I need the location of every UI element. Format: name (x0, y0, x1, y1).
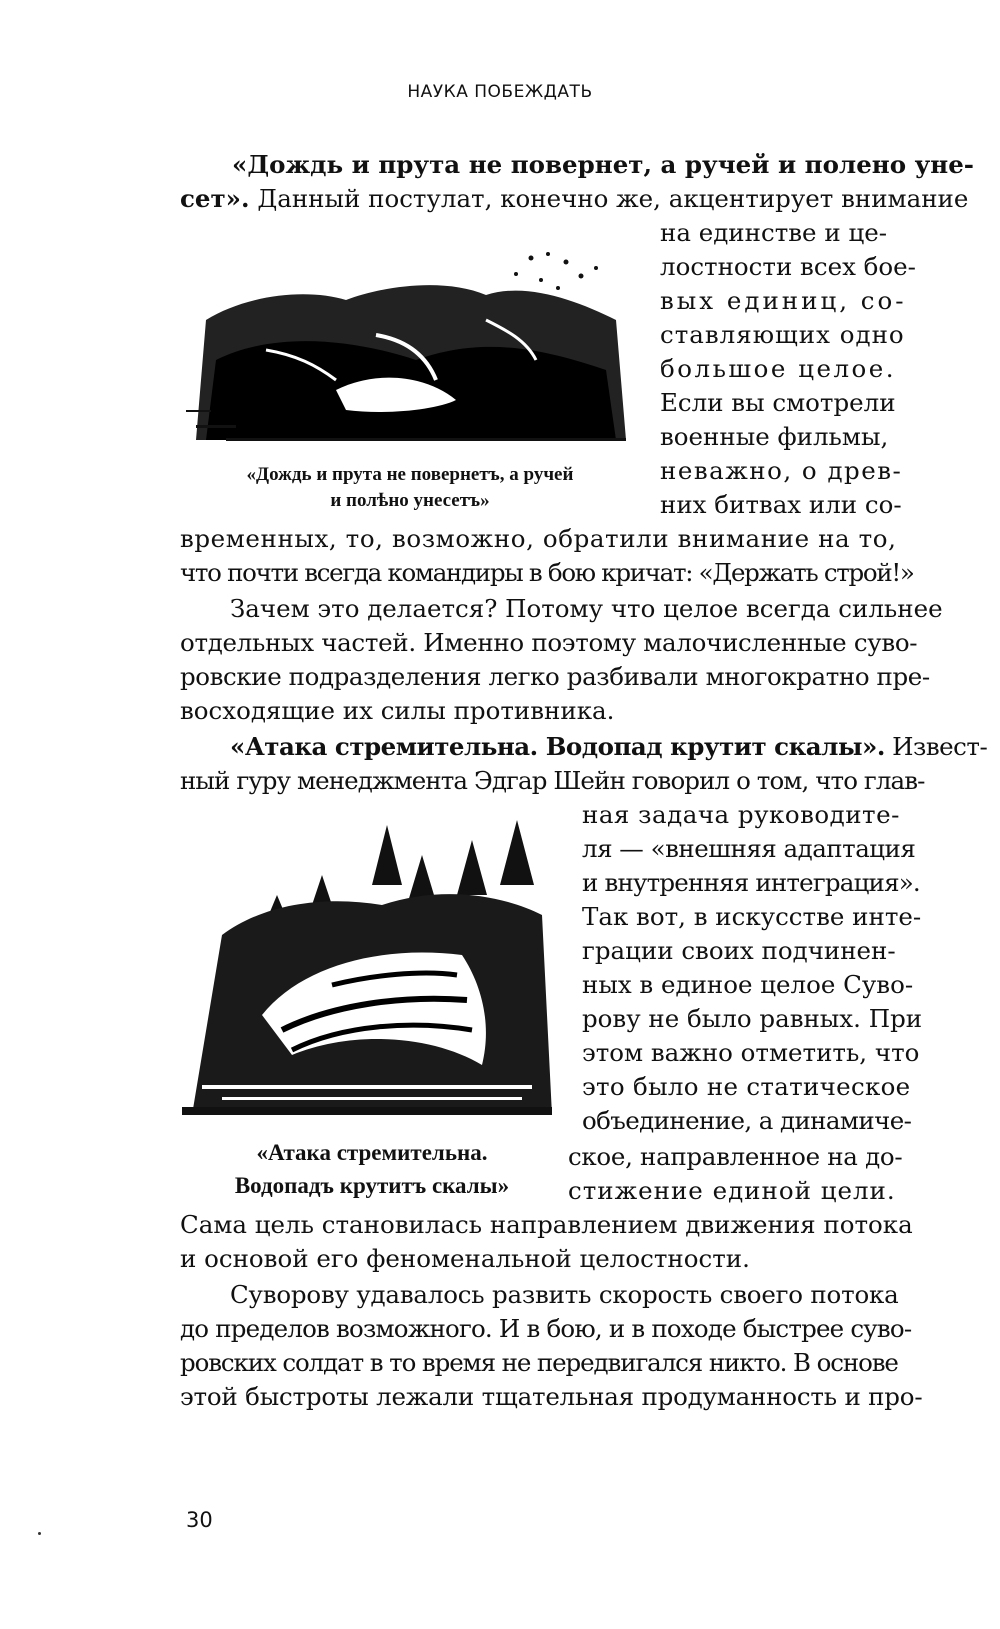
text-line: вых единиц, со- (660, 286, 907, 315)
caption-line: «Атака стремительна. (256, 1140, 488, 1165)
text-line: неважно, о древ- (660, 456, 903, 485)
text-line: отдельных частей. Именно поэтому малочисленные суво- (180, 628, 918, 657)
text-line: ля — «внешняя адаптация (582, 834, 916, 863)
text-line: Сама цель становилась направлением движения потока (180, 1210, 913, 1239)
text-line: ная задача руководите- (582, 800, 900, 829)
caption-line: «Дождь и прута не повернетъ, а ручей (246, 464, 574, 485)
text-line: до пределов возможного. И в бою, и в походе быстрее суво- (180, 1314, 912, 1343)
figure-caption (182, 1136, 562, 1202)
text-line: на единстве и це- (660, 218, 887, 247)
text-line: рову не было равных. При (582, 1004, 923, 1033)
text-line: и внутренняя интеграция». (582, 868, 920, 897)
text-line: что почти всегда командиры в бою кричат: «Держать строй!» (180, 558, 914, 587)
text-line: «Атака стремительна. Водопад крутит скалы». Извест- (230, 732, 988, 761)
text-line: военные фильмы, (660, 422, 889, 451)
text-line: Зачем это делается? Потому что целое всегда сильнее (230, 594, 943, 623)
text-line: ское, направленное на до- (568, 1142, 903, 1171)
caption-line: и полѣно унесетъ» (330, 490, 490, 511)
text-line: стижение единой цели. (568, 1176, 896, 1205)
text-line: ных в единое целое Суво- (582, 970, 914, 999)
text-line: Так вот, в искусстве инте- (582, 902, 922, 931)
text-line: временных, то, возможно, обратили внимание на то, (180, 524, 897, 553)
text-line: ный гуру менеджмента Эдгар Шейн говорил о том, что глав- (180, 766, 925, 795)
text-line: это было не статическое (582, 1072, 911, 1101)
text-line: Суворову удавалось развить скорость своего потока (230, 1280, 899, 1309)
running-head: НАУКА ПОБЕЖДАТЬ (407, 82, 593, 102)
scan-speck (38, 1532, 41, 1535)
text-line: ровских солдат в то время не передвигался никто. В основе (180, 1348, 898, 1377)
caption-line: Водопадъ крутитъ скалы» (234, 1173, 510, 1198)
text-line: сет». Данный постулат, конечно же, акцентирует внимание (180, 184, 969, 213)
text-line: этой быстроты лежали тщательная продуманность и про- (180, 1382, 923, 1411)
text-line: и основой его феноменальной целостности. (180, 1244, 750, 1273)
text-line: объединение, а динамиче- (582, 1106, 912, 1135)
text-line: восходящие их силы противника. (180, 696, 615, 725)
text-line: ставляющих одно (660, 320, 905, 349)
landscape-engraving-image (186, 240, 636, 460)
text-line: этом важно отметить, что (582, 1038, 920, 1067)
text-line: «Дождь и прута не повернет, а ручей и полено уне- (232, 150, 974, 179)
page-number: 30 (186, 1508, 213, 1532)
text-line: большое целое. (660, 354, 897, 383)
figure-caption (180, 462, 640, 514)
text-line: грации своих подчинен- (582, 936, 896, 965)
text-line: ровские подразделения легко разбивали многократно пре- (180, 662, 930, 691)
text-line: лостности всех бое- (660, 252, 916, 281)
waterfall-engraving-image (182, 815, 562, 1130)
text-line: них битвах или со- (660, 490, 902, 519)
text-line: Если вы смотрели (660, 388, 896, 417)
